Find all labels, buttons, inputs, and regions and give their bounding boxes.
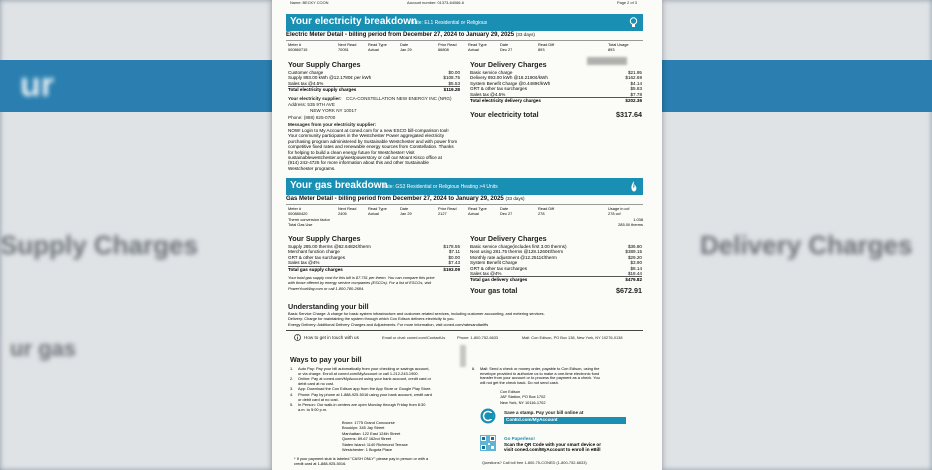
electric-supplier-name: CCA-CONSTELLATION NEW ENERGY INC (NRG) — [346, 96, 452, 101]
gas-supply-row-label: Supply 285.00 therms @62.6482¢/therm — [288, 244, 371, 249]
contact-mail: Mail: Con Edison, PO Box 138, New York, NY 10276-0138 — [522, 335, 623, 340]
gas-factor-row — [288, 223, 643, 228]
background-band-text-left: ur — [20, 66, 54, 104]
gas-supply-row-label: GRT & other tax surcharges — [288, 254, 346, 260]
meter-value-cell: Actual — [368, 211, 379, 216]
gas-delivery-list — [470, 244, 642, 283]
electric-delivery-row-label: System Benefit Charge @0.4489¢/kWh — [470, 80, 551, 86]
gas-factor-row-amount: 285.00 therms — [618, 222, 643, 228]
gas-delivery-row-amount: $389.15 — [625, 249, 642, 255]
con-edison-logo-icon — [480, 408, 496, 424]
gas-supply-row-amount: $0.00 — [448, 254, 460, 260]
electric-delivery-row-amount: $4.14 — [630, 80, 642, 86]
supplier-message-line: for helping to build a clean energy future for Westchester! Visit — [288, 149, 415, 155]
contact-email[interactable]: Email or chat: coned.com/ContactUs — [382, 335, 446, 340]
mail-payment-text — [472, 367, 642, 385]
pay-method-line: Mail: Send a check or money order, payable to Con Edison, using the — [480, 366, 600, 371]
pay-method-number: 1. — [290, 366, 294, 371]
supplier-message-line: Your community participates in the Westchester Power aggregated electricity — [288, 133, 445, 139]
fold-mark — [460, 345, 466, 367]
meter-value-row — [288, 212, 643, 217]
electric-supply-row-label: Sales tax @4.5% — [288, 80, 324, 86]
mail-address-line: New York, NY 10116-1702 — [500, 399, 546, 405]
meter-value-cell: 000880420 — [288, 211, 308, 216]
meter-value-cell: 893 — [538, 47, 545, 52]
meter-value-cell: 66808 — [438, 47, 449, 52]
supplier-messages — [288, 128, 457, 171]
gas-factor-row-amount: 1.038 — [633, 217, 643, 222]
section-divider — [286, 330, 643, 331]
pay-method-line: a.m. to 5:00 p.m. — [298, 406, 328, 412]
electric-supply-list — [288, 70, 460, 93]
flame-icon — [630, 180, 638, 193]
gas-note-line: PowerYourWay.com or call 1-800-780-2684. — [288, 285, 365, 291]
meter-value-cell: Dec 27 — [500, 47, 513, 52]
meter-header-cell: Next Read — [338, 42, 357, 47]
meter-header-cell: Read Diff — [538, 42, 555, 47]
walk-in-center: Bronx: 1775 Grand Concourse — [342, 420, 395, 425]
gas-delivery-row-amount: $29.20 — [627, 254, 642, 260]
background-blue-band-right — [652, 60, 932, 112]
gas-delivery-row-label: Total gas delivery charges — [470, 277, 528, 283]
pay-method-line: or via charge. Enroll at coned.com/MyAccount or call 1-212-243-1900. — [298, 370, 419, 376]
electric-delivery-row-label: GRT & other tax surcharges — [470, 86, 528, 92]
meter-value-cell: 000860715 — [288, 47, 308, 52]
pay-method-item — [472, 367, 642, 385]
understanding-title: Understanding your bill — [288, 302, 369, 311]
pay-method-line: Auto Pay: Pay your bill automatically from your checking or savings account, — [298, 366, 430, 371]
lightbulb-icon — [629, 17, 638, 28]
gas-delivery-row-amount: $18.44 — [627, 270, 642, 276]
understanding-line: Basic Service Charge: A charge for basic system infrastructure and customer-related services, including customer accounting, and metering services. — [288, 311, 545, 316]
pay-method-number: 5. — [290, 402, 294, 408]
paperless-line: visit coned.com/MyAccount to enroll in eBill — [504, 447, 601, 453]
meter-value-cell: 278 ccf — [608, 211, 621, 216]
paperless-lines — [504, 442, 601, 453]
cash-only-note — [294, 457, 428, 468]
meter-header-cell: Prior Read — [438, 42, 457, 47]
electric-supplier-phone: Phone: (888) 825-0700 — [288, 115, 336, 120]
gas-meter-table — [288, 207, 643, 217]
electricity-total-value: $317.64 — [616, 110, 642, 119]
meter-value-cell: Actual — [368, 47, 379, 52]
gas-supply-row — [288, 266, 460, 272]
gas-meter-detail-title: Gas Meter Detail - billing period from December 27, 2024 to January 29, 2025 (33 days) — [286, 196, 643, 205]
gas-note-line: with those offered by energy service companies (ESCOs). For a list of ESCOs, visit — [288, 280, 432, 286]
supplier-message-line: purchasing program administered by Sustainable Westchester and with power from — [288, 138, 458, 144]
pay-method-item — [290, 393, 470, 402]
gas-delivery-row-amount: $479.82 — [625, 277, 642, 283]
electric-supplier-address: Address: 535 9TH AVE — [288, 102, 335, 107]
understanding-lines — [288, 312, 545, 328]
redacted-mark — [587, 57, 627, 65]
electric-supply-row-amount: $5.53 — [448, 80, 460, 86]
meter-header-cell: Date — [500, 206, 509, 211]
ways-to-pay-list — [290, 367, 470, 413]
pay-method-text — [298, 393, 432, 402]
pay-method-text — [298, 403, 425, 412]
electric-supply-row-amount: $119.28 — [443, 87, 460, 93]
gas-delivery-row-amount: $3.90 — [630, 260, 642, 266]
electric-supply-row-label: Customer charge — [288, 70, 324, 75]
questions-line: Questions? Call toll free 1-800-75-CONED (1-800-752-6633) — [482, 460, 587, 465]
paperless-title: Go Paperless! — [504, 436, 535, 441]
background-gas-text: ur gas — [10, 336, 77, 361]
electric-delivery-row-amount: $5.83 — [630, 86, 642, 92]
pay-method-number: 4. — [290, 391, 294, 397]
meter-value-cell: Dec 27 — [500, 211, 513, 216]
gas-delivery-title: Your Delivery Charges — [470, 234, 547, 243]
pay-method-line: or debit card at no cost. — [298, 396, 339, 402]
gas-supply-row-amount: $178.55 — [443, 244, 460, 249]
supplier-messages-title: Messages from your electricity supplier: — [288, 122, 377, 127]
page-number: Page 2 of 3 — [617, 0, 637, 5]
electric-meter-detail-title: Electric Meter Detail - billing period from December 27, 2024 to January 29, 2025 (33 days) — [286, 32, 643, 41]
background-supply-title: Supply Charges — [0, 230, 198, 260]
electricity-rate: Rate: EL1 Residential or Religious — [411, 20, 488, 26]
mail-address-line: JAF Station, PO Box 1702 — [500, 394, 546, 400]
gas-note-line: Your total gas supply cost for this bill is $7.751 per therm. You can compare this price — [288, 275, 435, 280]
understanding-line: Energy Delivery: Additional Delivery Charges and Adjustments. For more information, visit coned.com/ratesandtariffs — [288, 321, 489, 327]
pay-method-number: 2. — [290, 376, 294, 382]
gas-delivery-row-label: Sales tax @4% — [470, 270, 502, 276]
electric-supply-row-amount: $108.75 — [443, 75, 460, 81]
meter-header-cell: Read Diff — [538, 206, 555, 211]
meter-header-cell: Read Type — [368, 42, 387, 47]
meter-value-cell: 893 — [608, 47, 615, 52]
gas-supply-title: Your Supply Charges — [288, 234, 361, 243]
meter-header-cell: Next Read — [338, 206, 357, 211]
meter-value-cell: Jan 29 — [400, 211, 412, 216]
gas-supply-row-amount: $193.09 — [443, 266, 460, 272]
gas-total-label: Your gas total — [470, 286, 518, 295]
meter-header-cell: Date — [500, 42, 509, 47]
electric-meter-table — [288, 43, 643, 53]
electricity-total-label: Your electricity total — [470, 110, 539, 119]
electric-delivery-row-amount: $162.69 — [625, 75, 642, 81]
electric-supply-row-label: Supply 893.00 kWh @12.1780¢ per kWh — [288, 75, 372, 81]
gas-delivery-row-label: Next using 281.75 therms @128.1260¢/therm — [470, 249, 564, 255]
electric-supplier-city: NEW YORK NY 10017 — [310, 108, 357, 113]
electric-supply-title: Your Supply Charges — [288, 60, 361, 69]
gas-supply-note — [288, 276, 435, 292]
info-icon — [294, 334, 301, 341]
pay-method-text — [298, 377, 431, 386]
electric-delivery-row-amount: $202.36 — [625, 97, 642, 103]
ways-to-pay-title: Ways to pay your bill — [290, 355, 362, 364]
electric-delivery-row-label: Basic service charge — [470, 70, 513, 75]
bill-page — [272, 0, 662, 470]
meter-value-cell: Jan 29 — [400, 47, 412, 52]
meter-header-cell: Prior Read — [438, 206, 457, 211]
mail-payment-address — [500, 390, 546, 406]
gas-factor-row-label: Total Gas Use — [288, 222, 313, 228]
understanding-line: Delivery: Charge for maintaining the system through which Con Edison delivers electricity to you. — [288, 316, 455, 322]
meter-value-cell: 70051 — [338, 47, 349, 52]
gas-supply-row-label: Total gas supply charges — [288, 266, 343, 272]
gas-total-value: $672.91 — [616, 286, 642, 295]
qr-code-icon[interactable] — [480, 435, 496, 451]
pay-method-number: 6. — [472, 366, 476, 371]
meter-header-cell: Meter # — [288, 42, 302, 47]
meter-header-cell: Date — [400, 42, 409, 47]
gas-rate: Rate: GS3 Residential or Religious Heating >4 Units — [382, 184, 498, 190]
cash-only-line: * If your payment stub is labeled "CASH ONLY" please pay in person or with a — [294, 456, 429, 461]
meter-header-cell: Total Usage — [608, 42, 629, 47]
paperless-line: Scan the QR Code with your smart device or — [504, 442, 602, 447]
gas-delivery-row-amount: $8.14 — [630, 265, 642, 271]
pay-method-text — [480, 367, 600, 385]
gas-delivery-row-label: Basic service charge(includes first 3.00 therms) — [470, 244, 567, 249]
electric-delivery-list — [470, 70, 642, 103]
walk-in-center: Queens: 89-67 162nd Street — [342, 436, 392, 442]
pay-method-number: 3. — [290, 386, 294, 392]
gas-supply-row-label: Sales tax @4% — [288, 260, 320, 266]
gas-factor-row-label: Therm conversion factor — [288, 217, 330, 222]
background-delivery-title: Delivery Charges — [700, 230, 913, 260]
gas-supply-row-amount: $7.43 — [448, 260, 460, 266]
electric-delivery-row — [470, 97, 642, 103]
contact-label: How to get in touch with us — [304, 335, 359, 340]
walk-in-centers — [342, 421, 408, 453]
meter-header-cell: Date — [400, 206, 409, 211]
meter-header-cell: Read Type — [368, 206, 387, 211]
electric-delivery-row-label: Total electricity delivery charges — [470, 97, 541, 103]
electric-supply-row — [288, 86, 460, 92]
save-stamp-title: Save a stamp. Pay your bill online at — [504, 410, 584, 415]
pay-method-text — [298, 367, 429, 376]
electric-delivery-row-label: Delivery 893.00 kWh @18.2190¢/kWh — [470, 75, 548, 81]
cash-only-line: credit card at 1-888-925-5016. — [294, 461, 347, 467]
pay-method-line: Online: Pay at coned.com/MyAccount using your bank account, credit card or — [298, 376, 431, 382]
supplier-message-line: competitive fixed rates and renewable energy sources from Constellation. Thanks — [288, 144, 454, 150]
meter-header-cell: Read Type — [468, 206, 487, 211]
meter-value-cell: 2405 — [338, 211, 347, 216]
walk-in-center: Staten Island: 1140 Richmond Terrace — [342, 441, 408, 447]
meter-value-cell: Actual — [468, 47, 479, 52]
supplier-message-line: sustainablewestchester.org/westpowerstory or call our Mount Kisco office at — [288, 154, 442, 160]
customer-name: Name: BECKY COON — [290, 0, 329, 5]
pay-method-line: debit card at no cost. — [298, 380, 335, 386]
supplier-message-line: NOW! Login to My Account at coned.com for a new ESCO bill-comparison tool! — [288, 128, 449, 133]
pay-method-line: App: Download the Con Edison app from the App Store or Google Play Store. — [298, 386, 432, 392]
electricity-breakdown-bar — [286, 14, 643, 31]
electric-delivery-row-label: Sales tax @4.5% — [470, 91, 506, 97]
electricity-breakdown-title: Your electricity breakdown — [290, 16, 418, 27]
gas-delivery-row — [470, 276, 642, 282]
gas-supply-row-amount: $7.11 — [448, 249, 460, 255]
electric-delivery-title: Your Delivery Charges — [470, 60, 547, 69]
mail-address-line: Con Edison — [500, 389, 521, 394]
meter-value-cell: 278 — [538, 211, 545, 216]
electric-delivery-row-amount: $21.95 — [627, 70, 642, 75]
pay-method-item — [290, 377, 470, 386]
gas-delivery-row-label: GRT & other tax surcharges — [470, 265, 528, 271]
pay-method-item — [290, 403, 470, 412]
pay-method-line: transfer from your account or to process the payment as a check. You — [480, 375, 600, 381]
meter-header-cell: Meter # — [288, 206, 302, 211]
meter-header-cell: Usage in ccf — [608, 206, 630, 211]
electric-supplier-label: Your electricity supplier: — [288, 96, 342, 101]
meter-value-cell: 2127 — [438, 211, 447, 216]
gas-breakdown-title: Your gas breakdown — [290, 180, 388, 191]
pay-method-line: In Person: Our walk-in centers are open Monday through Friday from 8:30 — [298, 402, 426, 408]
walk-in-center: Westchester: 1 Bogota Place — [342, 446, 393, 452]
supplier-message-line: Westchester programs. — [288, 165, 336, 171]
gas-supply-row-label: Merchant function charge — [288, 249, 340, 255]
pay-method-line: envelope provided to authorize us to make a one-time electronic fund — [480, 370, 600, 376]
gas-factor-list — [288, 218, 643, 229]
meter-header-cell: Read Type — [468, 42, 487, 47]
meter-value-row — [288, 48, 643, 53]
supplier-message-line: (914) 242-4725 for more information about this and other Sustainable — [288, 160, 429, 166]
pay-method-line: Phone: Pay by phone at 1-888-925-5016 using your bank account, credit card — [298, 391, 432, 397]
electric-delivery-row-amount: $7.78 — [630, 91, 642, 97]
gas-supply-list — [288, 244, 460, 272]
pay-method-item — [290, 367, 470, 376]
electric-supply-row-amount: $0.00 — [448, 70, 460, 75]
meter-value-cell: Actual — [468, 211, 479, 216]
gas-delivery-row-label: System Benefit Charge — [470, 260, 518, 266]
my-account-link[interactable]: ConEd.com/MyAccount — [504, 417, 626, 424]
electric-supply-row-label: Total electricity supply charges — [288, 87, 357, 93]
gas-delivery-row-label: Monthly rate adjustment @12.2511¢/therm — [470, 254, 557, 260]
walk-in-center: Manhattan: 122 East 124th Street — [342, 430, 401, 436]
account-number: Account number: 01373-64066-6 — [407, 0, 464, 5]
contact-phone[interactable]: Phone: 1-800-752-6633 — [457, 335, 499, 340]
pay-method-line: will not get the check back. Do not send cash. — [480, 379, 559, 385]
gas-breakdown-bar — [286, 178, 643, 195]
walk-in-center: Brooklyn: 345 Jay Street — [342, 425, 385, 431]
gas-delivery-row-amount: $36.80 — [627, 244, 642, 249]
